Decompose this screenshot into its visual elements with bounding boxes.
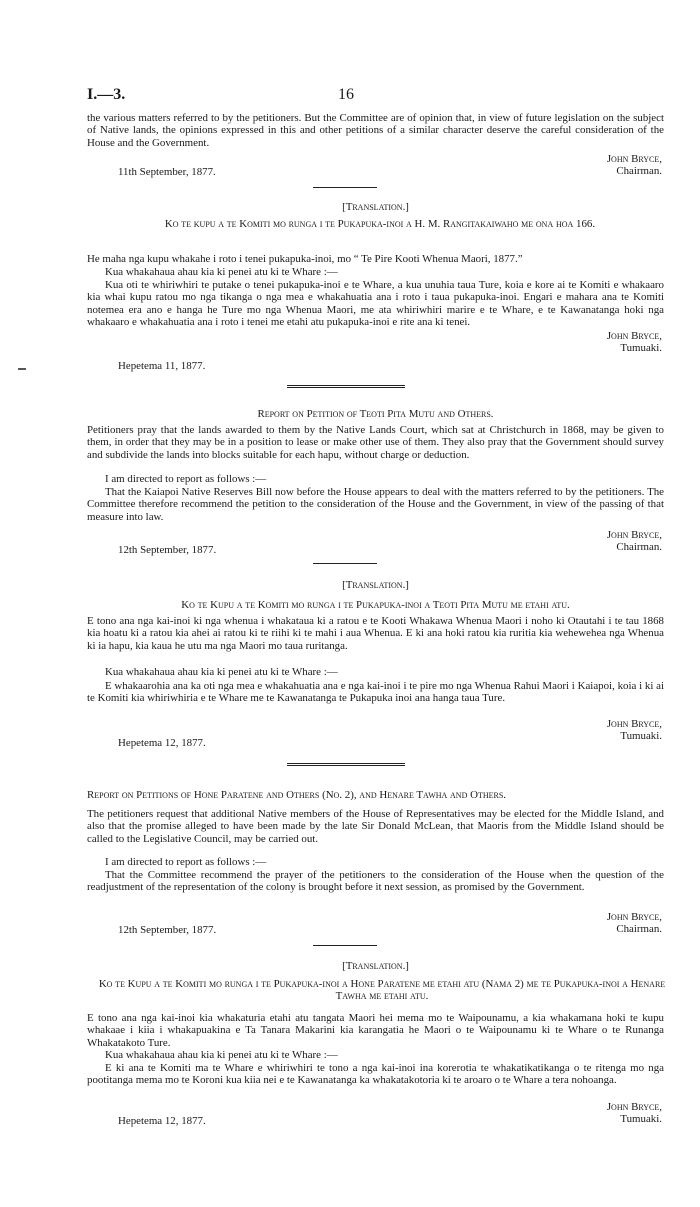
report-heading: Report on Petition of Teoti Pita Mutu and Others. bbox=[257, 408, 494, 420]
report-paragraph: The petitioners request that additional Native members of the House of Representatives may be elected for the Middle Island, and also that the promise alleged to have been made by the late Sir Donald McLean, that Maoris from the Middle Island should be called to the Legislative Council, may be carried out. bbox=[87, 808, 664, 845]
translation-paragraph: Kua whakahaua ahau kia ki penei atu ki te Whare :— bbox=[105, 666, 338, 678]
intro-date: 11th September, 1877. bbox=[118, 166, 216, 178]
translation-date: Hepetema 12, 1877. bbox=[118, 1115, 206, 1127]
translation-paragraph: E whakaarohia ana ka oti nga mea e whakahuatia ana e nga kai-inoi i te pire mo nga Whenua Rahui Maori i Kaiapoi, koia i ki ai te Komiti kia whiriwhiria e te Whare me te Kawanatanga te Pukapuka inoi ana hanga taua Ture. bbox=[87, 680, 664, 705]
report-date: 12th September, 1877. bbox=[118, 544, 217, 556]
signer-name: John Bryce, bbox=[606, 330, 662, 342]
report-date: 12th September, 1877. bbox=[118, 924, 217, 936]
report-heading: Report on Petitions of Hone Paratene and Others (No. 2), and Henare Tawha and Others. bbox=[87, 789, 507, 801]
signer-name: John Bryce, bbox=[606, 1101, 662, 1113]
translation-paragraph: E ki ana te Komiti ma te Whare e whiriwhiri te tono a nga kai-inoi ina korerotia te whakatikatikanga o te ritenga mo nga pootitanga mema mo te Koroni kua kiia nei e te Kawanatanga ka whakatakotoria ki te aroaro o te Whare a tera nohoanga. bbox=[87, 1062, 664, 1087]
translation-signature bbox=[607, 1101, 662, 1126]
translation-signature bbox=[607, 330, 662, 355]
translation-paragraph: E tono ana nga kai-inoi kia whakaturia etahi atu tangata Maori hei mema mo te Waipounamu, a kia whakamana hoki te kupu whakaae i kiia i whakapuakina e Ta Tanara Makarini kia karangatia he Maori o te Waipounamu ki te Whare o te Runanga Whakatakoto Ture. bbox=[87, 1012, 664, 1049]
report-paragraph: I am directed to report as follows :— bbox=[105, 473, 267, 485]
translation-heading: Ko te Kupu a te Komiti mo runga i te Pukapuka-inoi a Teoti Pita Mutu me etahi atu. bbox=[181, 599, 570, 611]
intro-signature bbox=[607, 153, 662, 178]
translation-date: Hepetema 12, 1877. bbox=[118, 737, 206, 749]
translation-paragraph: Kua oti te whiriwhiri te putake o tenei pukapuka-inoi e te Whare, a kua unuhia taua Ture, koia e kore ai te Komiti e whakaaro kia whai kupu ratou mo nga tikanga o nga mea e whakahuatia ana i roto i taua pukapuka-inoi. Engari e mahara ana te Komiti notemea era ano e hanga he Ture mo nga Whenua Maori, me ata whiriwhiri marire e te Whare, e te Kawanatanga hoki nga whakaaro e whakahuatia ana i roto i tenei me etahi atu pukapuka-inoi e rite ana ki tenei. bbox=[87, 279, 664, 328]
signer-role: Chairman. bbox=[616, 923, 662, 936]
signer-role: Tumuaki. bbox=[620, 730, 662, 743]
signer-name: John Bryce, bbox=[606, 529, 662, 541]
section-divider bbox=[313, 563, 377, 564]
signer-name: John Bryce, bbox=[606, 911, 662, 923]
report-signature bbox=[607, 911, 662, 936]
signer-name: John Bryce, bbox=[606, 718, 662, 730]
signer-role: Tumuaki. bbox=[620, 1113, 662, 1126]
section-divider bbox=[313, 945, 377, 946]
translation-signature bbox=[607, 718, 662, 743]
translation-label: [Translation.] bbox=[342, 960, 409, 972]
translation-paragraph: He maha nga kupu whakahe i roto i tenei pukapuka-inoi, mo “ Te Pire Kooti Whenua Maori, 1877.” bbox=[87, 253, 523, 265]
section-divider bbox=[313, 187, 377, 188]
section-divider bbox=[287, 385, 405, 388]
signer-role: Tumuaki. bbox=[620, 342, 662, 355]
report-paragraph: That the Committee recommend the prayer of the petitioners to the consideration of the House when the question of the readjustment of the representation of the colony is brought before it next session, as promised by the Government. bbox=[87, 869, 664, 894]
signer-role: Chairman. bbox=[616, 541, 662, 554]
translation-label: [Translation.] bbox=[342, 201, 409, 213]
translation-paragraph: E tono ana nga kai-inoi ki nga whenua i whakataua ki a ratou e te Kooti Whakawa Whenua Maori i noho ki Otautahi i te tau 1868 kia hoatu ki a ratou kia ahei ai ratou ki te riihi ki te mahi i aua Whenua. E ki ana hoki ratou kia ruritia kia wehewehea nga Whenua ki ia hapu, kia kaua he utu ma nga Maori mo taua ruritanga. bbox=[87, 615, 664, 652]
section-divider bbox=[287, 763, 405, 766]
page-number: 16 bbox=[338, 86, 354, 103]
translation-label: [Translation.] bbox=[342, 579, 409, 591]
report-paragraph: Petitioners pray that the lands awarded to them by the Native Lands Court, which sat at Christchurch in 1868, may be given to them, in order that they may be in a position to lease or make other use of them. They also pray that the Government should survey and subdivide the lands into blocks suitable for each hapu, without charge or deduction. bbox=[87, 424, 664, 461]
signer-role: Chairman. bbox=[616, 165, 662, 178]
translation-heading: Ko te kupu a te Komiti mo runga i te Pukapuka-inoi a H. M. Rangitakaiwaho me ona hoa 166. bbox=[164, 218, 596, 230]
report-paragraph: I am directed to report as follows :— bbox=[105, 856, 267, 868]
translation-date: Hepetema 11, 1877. bbox=[118, 360, 206, 372]
document-reference: I.—3. bbox=[87, 86, 126, 103]
report-signature bbox=[607, 529, 662, 554]
translation-paragraph: Kua whakahaua ahau kia ki penei atu ki te Whare :— bbox=[105, 266, 338, 278]
translation-heading: Ko te Kupu a te Komiti mo runga i te Pukapuka-inoi a Hone Paratene me etahi atu (Nama 2) me te Pukapuka-inoi a Henare Tawha me etahi atu. bbox=[98, 978, 666, 1003]
report-paragraph: That the Kaiapoi Native Reserves Bill now before the House appears to deal with the matters referred to by the petitioners. The Committee therefore recommend the petition to the consideration of the House and the Government, in view of the passing of that measure into law. bbox=[87, 486, 664, 523]
intro-paragraph: the various matters referred to by the petitioners. But the Committee are of opinion that, in view of future legislation on the subject of Native lands, the opinions expressed in this and other petitions of a similar character deserve the careful consideration of the House and the Government. bbox=[87, 112, 664, 149]
margin-mark bbox=[18, 368, 26, 370]
translation-paragraph: Kua whakahaua ahau kia ki penei atu ki te Whare :— bbox=[105, 1049, 338, 1061]
signer-name: John Bryce, bbox=[606, 153, 662, 165]
